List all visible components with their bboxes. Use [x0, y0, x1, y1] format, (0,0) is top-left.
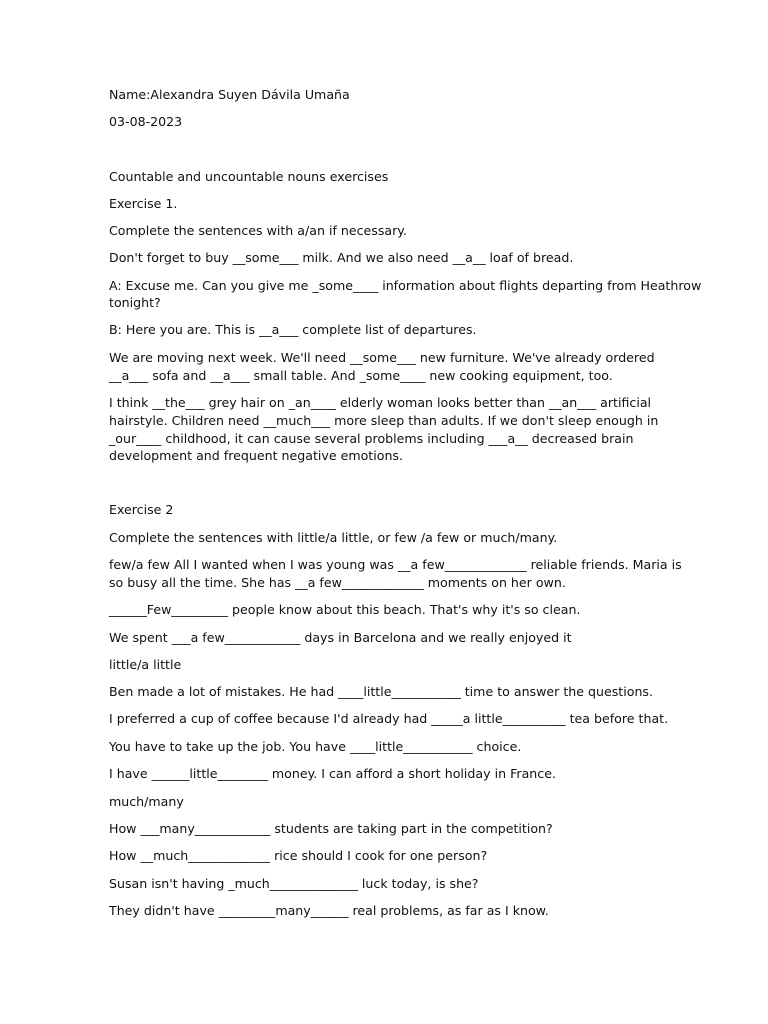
exercise-2-line: Ben made a lot of mistakes. He had ____little___________ time to answer the questions.	[109, 684, 653, 699]
exercise-2-line: so busy all the time. She has __a few_____________ moments on her own.	[109, 575, 566, 590]
exercise-1-line: We are moving next week. We'll need __some___ new furniture. We've already ordered	[109, 350, 655, 365]
exercise-2-line: How ___many____________ students are taking part in the competition?	[109, 821, 553, 836]
exercise-1-line: A: Excuse me. Can you give me _some____ information about flights departing from Heathrow	[109, 278, 702, 293]
student-name: Name:Alexandra Suyen Dávila Umaña	[109, 87, 350, 102]
document-title: Countable and uncountable nouns exercises	[109, 169, 389, 184]
exercise-1-line: development and frequent negative emotions.	[109, 448, 403, 463]
exercise-2-line: ______Few_________ people know about this beach. That's why it's so clean.	[109, 602, 581, 617]
exercise-1-line: tonight?	[109, 295, 161, 310]
date: 03-08-2023	[109, 114, 183, 129]
exercise-2-line: I have ______little________ money. I can afford a short holiday in France.	[109, 766, 556, 781]
exercise-2-heading: Exercise 2	[109, 502, 174, 517]
exercise-1-line: _our____ childhood, it can cause several problems including ___a__ decreased brain	[109, 431, 634, 446]
exercise-2-line: We spent ___a few____________ days in Barcelona and we really enjoyed it	[109, 630, 572, 645]
exercise-2-instruction: Complete the sentences with little/a little, or few /a few or much/many.	[109, 530, 558, 545]
exercise-2-line: I preferred a cup of coffee because I'd already had _____a little__________ tea before that.	[109, 711, 669, 726]
exercise-2-subheading: much/many	[109, 794, 184, 809]
exercise-1-heading: Exercise 1.	[109, 196, 178, 211]
exercise-2-subheading: little/a little	[109, 657, 182, 672]
exercise-1-line: B: Here you are. This is __a___ complete list of departures.	[109, 322, 477, 337]
exercise-2-line: Susan isn't having _much______________ luck today, is she?	[109, 876, 479, 891]
exercise-2-line: few/a few All I wanted when I was young was __a few_____________ reliable friends. Maria is	[109, 557, 682, 572]
exercise-1-line: __a___ sofa and __a___ small table. And _some____ new cooking equipment, too.	[109, 368, 613, 383]
exercise-2-line: They didn't have _________many______ real problems, as far as I know.	[109, 903, 549, 918]
exercise-1-line: hairstyle. Children need __much___ more sleep than adults. If we don't sleep enough in	[109, 413, 659, 428]
exercise-1-instruction: Complete the sentences with a/an if necessary.	[109, 223, 407, 238]
exercise-2-line: How __much_____________ rice should I cook for one person?	[109, 848, 488, 863]
exercise-1-line: I think __the___ grey hair on _an____ elderly woman looks better than __an___ artificial	[109, 395, 652, 410]
exercise-1-line: Don't forget to buy __some___ milk. And we also need __a__ loaf of bread.	[109, 250, 574, 265]
exercise-2-line: You have to take up the job. You have ____little___________ choice.	[109, 739, 522, 754]
